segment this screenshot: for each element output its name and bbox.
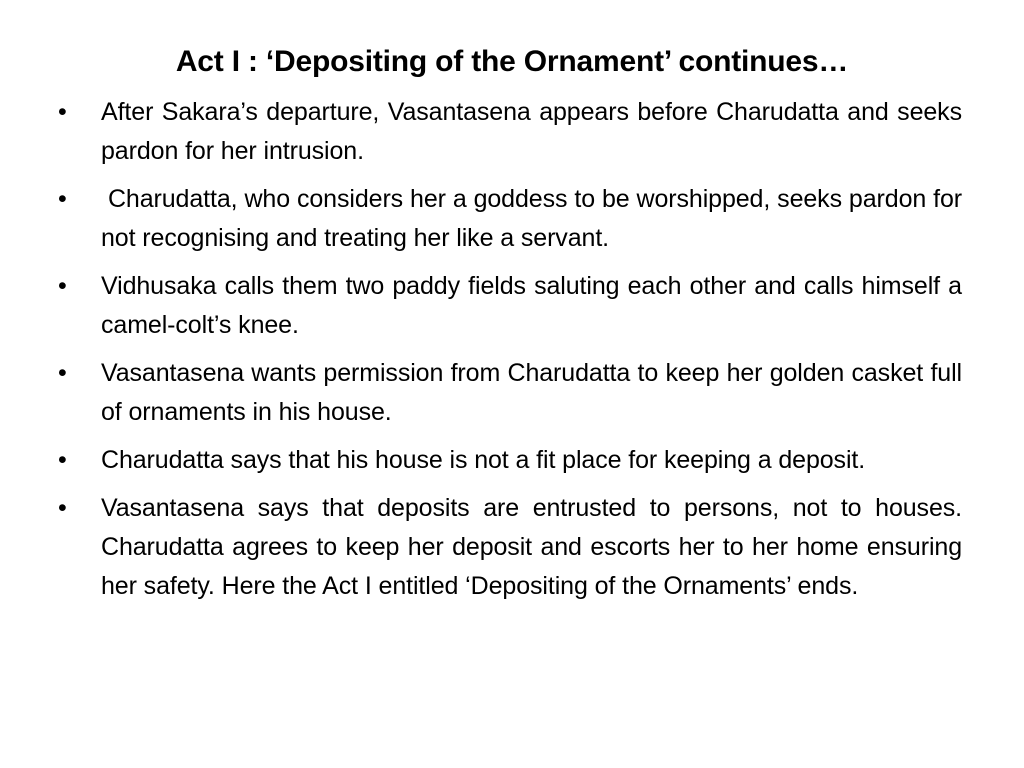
bullet-list <box>58 93 969 615</box>
bullet-item <box>58 93 962 171</box>
bullet-item <box>58 489 962 606</box>
bullet-text: After Sakara’s departure, Vasantasena appears before Charudatta and seeks pardon for her intrusion. <box>101 98 962 165</box>
bullet-item <box>58 441 962 480</box>
bullet-icon: • <box>58 446 67 474</box>
bullet-item <box>58 354 962 432</box>
bullet-icon: • <box>58 494 67 522</box>
bullet-text: Vidhusaka calls them two paddy fields saluting each other and calls himself a camel-colt’s knee. <box>101 272 962 339</box>
bullet-item <box>58 267 962 345</box>
bullet-icon: • <box>58 272 67 300</box>
bullet-icon: • <box>58 359 67 387</box>
slide-title: Act I : ‘Depositing of the Ornament’ continues… <box>175 45 849 78</box>
bullet-text: Vasantasena wants permission from Charudatta to keep her golden casket full of ornaments in his house. <box>101 359 962 426</box>
bullet-icon: • <box>58 185 67 213</box>
bullet-text: Vasantasena says that deposits are entrusted to persons, not to houses. Charudatta agrees to keep her deposit and escorts her to her home ensuring her safety. Here the Act I entitled ‘Depositing of the Ornaments’ ends. <box>101 494 962 600</box>
bullet-icon: • <box>58 98 67 126</box>
bullet-item <box>58 180 969 258</box>
bullet-text: Charudatta, who considers her a goddess to be worshipped, seeks pardon for not recognising and treating her like a servant. <box>101 185 969 252</box>
bullet-text: Charudatta says that his house is not a fit place for keeping a deposit. <box>101 446 866 474</box>
